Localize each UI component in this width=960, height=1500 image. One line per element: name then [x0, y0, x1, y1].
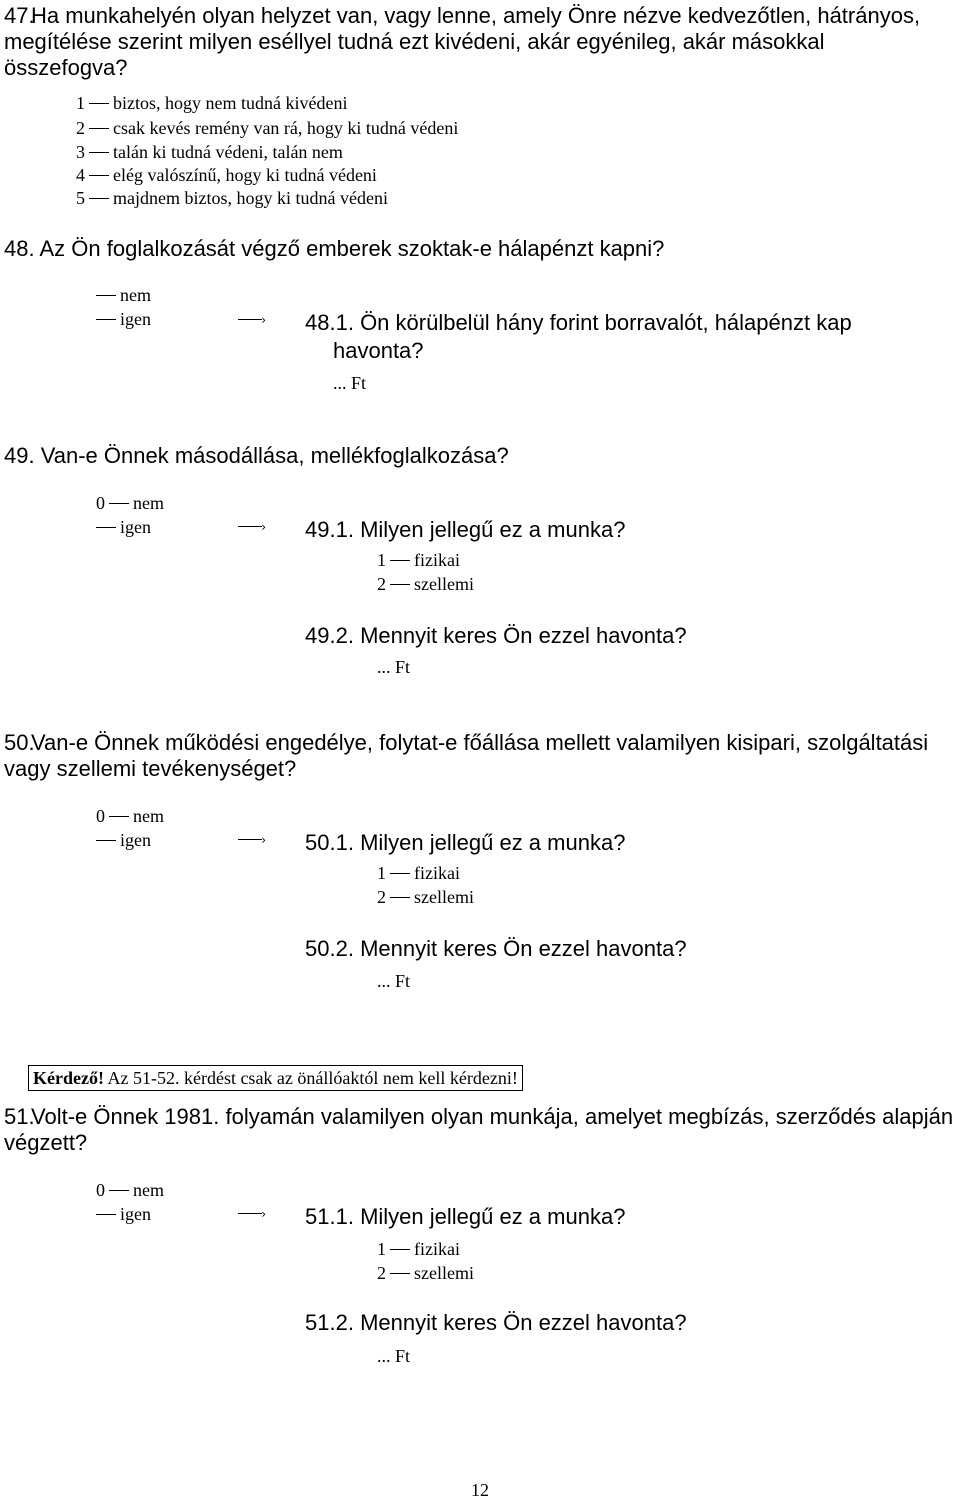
answer-option[interactable]: 3 talán ki tudná védeni, talán nem	[76, 142, 343, 162]
arrow-right-icon: ›	[238, 314, 266, 326]
answer-option[interactable]: 1 fizikai	[377, 863, 460, 883]
dash	[89, 175, 109, 176]
question-51	[4, 1104, 954, 1156]
subquestion-text: Mennyit keres Ön ezzel havonta?	[360, 623, 687, 648]
answer-option[interactable]: 0 nem	[96, 1180, 164, 1200]
subquestion-text: Ön körülbelül hány forint borravalót, hálapénzt kap	[360, 310, 852, 335]
subquestion-text: Mennyit keres Ön ezzel havonta?	[360, 1310, 687, 1335]
subquestion-50-2	[305, 938, 687, 960]
answer-option[interactable]: 1 biztos, hogy nem tudná kivédeni	[76, 93, 348, 113]
question-number: 50.	[4, 730, 35, 755]
answer-option[interactable]: igen	[96, 1205, 151, 1223]
dash	[390, 560, 410, 561]
dash	[89, 198, 109, 199]
subquestion-text: Milyen jellegű ez a munka?	[360, 830, 626, 855]
subquestion-number: 49.1.	[305, 517, 354, 542]
answer-option[interactable]: igen	[96, 831, 151, 849]
dash	[109, 816, 129, 817]
answer-option[interactable]: 4 elég valószínű, hogy ki tudná védeni	[76, 165, 377, 185]
arrow-right-icon: ›	[238, 1208, 266, 1220]
question-text: Van-e Önnek működési engedélye, folytat-e főállása mellett valamilyen kisipari, szolgáltatási vagy szellemi tevékenységet?	[4, 730, 929, 781]
answer-option[interactable]: 1 fizikai	[377, 1239, 460, 1259]
dash	[109, 503, 129, 504]
page-number: 12	[471, 1480, 489, 1500]
subquestion-50-1	[305, 832, 625, 854]
answer-option[interactable]: 5 majdnem biztos, hogy ki tudná védeni	[76, 188, 388, 208]
subquestion-text: Mennyit keres Ön ezzel havonta?	[360, 936, 687, 961]
subquestion-number: 51.2.	[305, 1310, 354, 1335]
answer-blank[interactable]: ... Ft	[333, 373, 367, 393]
notice-label: Kérdező!	[33, 1068, 104, 1088]
answer-blank[interactable]: ... Ft	[377, 971, 411, 991]
answer-option[interactable]: 0 nem	[96, 493, 164, 513]
question-number: 48.	[4, 236, 35, 261]
interviewer-notice	[28, 1065, 523, 1091]
subquestion-number: 51.1.	[305, 1204, 354, 1229]
answer-option[interactable]: 2 csak kevés remény van rá, hogy ki tudná védeni	[76, 118, 459, 138]
answer-blank[interactable]: ... Ft	[377, 1346, 411, 1366]
dash	[89, 128, 109, 129]
subquestion-text: Milyen jellegű ez a munka?	[360, 1204, 626, 1229]
answer-option[interactable]: 0 nem	[96, 806, 164, 826]
dash	[96, 319, 116, 320]
dash	[89, 152, 109, 153]
answer-option[interactable]: igen	[96, 310, 151, 328]
question-text: Ha munkahelyén olyan helyzet van, vagy lenne, amely Önre nézve kedvezőtlen, hátrányos, megítélése szerint milyen eséllyel tudná ezt kivédeni, akár egyénileg, akár másokkal összefogva?	[4, 3, 921, 80]
answer-option[interactable]: 2 szellemi	[377, 1263, 474, 1283]
question-number: 47.	[4, 3, 35, 28]
question-text: Az Ön foglalkozását végző emberek szoktak-e hálapénzt kapni?	[39, 236, 665, 261]
subquestion-49-1	[305, 519, 625, 541]
dash	[390, 584, 410, 585]
answer-option[interactable]: nem	[96, 286, 151, 304]
answer-option[interactable]: 1 fizikai	[377, 550, 460, 570]
notice-text: Az 51-52. kérdést csak az önállóaktól nem kell kérdezni!	[107, 1068, 518, 1088]
dash	[390, 897, 410, 898]
subquestion-49-2	[305, 625, 687, 647]
answer-blank[interactable]: ... Ft	[377, 657, 411, 677]
dash	[96, 1214, 116, 1215]
question-text: Van-e Önnek másodállása, mellékfoglalkozása?	[40, 443, 509, 468]
arrow-right-icon: ›	[238, 521, 266, 533]
question-50	[4, 730, 954, 782]
dash	[96, 840, 116, 841]
question-49	[4, 445, 509, 467]
dash	[390, 1273, 410, 1274]
subquestion-number: 50.1.	[305, 830, 354, 855]
subquestion-text-cont: havonta?	[333, 338, 424, 363]
question-48	[4, 238, 664, 260]
question-number: 49.	[4, 443, 35, 468]
subquestion-51-1	[305, 1206, 625, 1228]
subquestion-text: Milyen jellegű ez a munka?	[360, 517, 626, 542]
answer-option[interactable]: 2 szellemi	[377, 574, 474, 594]
answer-option[interactable]: 2 szellemi	[377, 887, 474, 907]
arrow-right-icon: ›	[238, 834, 266, 846]
dash	[96, 295, 116, 296]
question-text: Volt-e Önnek 1981. folyamán valamilyen olyan munkája, amelyet megbízás, szerződés alapján végzett?	[4, 1104, 954, 1155]
subquestion-number: 48.1.	[305, 310, 354, 335]
dash	[96, 527, 116, 528]
subquestion-number: 49.2.	[305, 623, 354, 648]
dash	[109, 1190, 129, 1191]
dash	[89, 103, 109, 104]
dash	[390, 1249, 410, 1250]
subquestion-51-2	[305, 1312, 687, 1334]
subquestion-48-1	[305, 312, 852, 334]
question-47	[4, 3, 954, 81]
subquestion-number: 50.2.	[305, 936, 354, 961]
question-number: 51.	[4, 1104, 35, 1129]
answer-option[interactable]: igen	[96, 518, 151, 536]
dash	[390, 873, 410, 874]
